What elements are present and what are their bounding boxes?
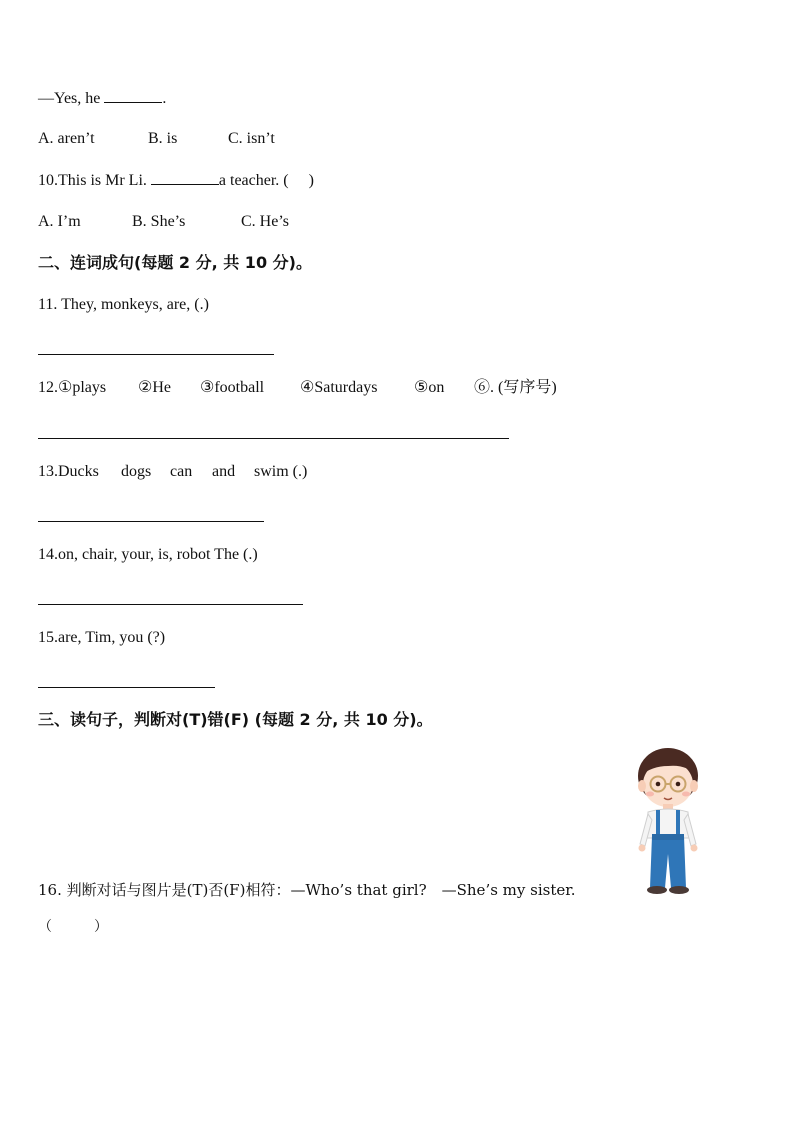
- q9-option-c[interactable]: C. isn’t: [228, 130, 275, 147]
- q9-tail: —Yes, he .: [38, 90, 167, 107]
- q9-option-a[interactable]: A. aren’t: [38, 130, 95, 147]
- q16: 16. 判断对话与图片是(T)否(F)相符：—Who’s that girl? —She’s my sister.: [38, 881, 576, 899]
- section3-heading: 三、读句子，判断对(T)错(F) (每题 2 分, 共 10 分)。: [38, 710, 433, 729]
- q13: 13.Ducks dogs can and swim (.): [38, 463, 308, 480]
- q14: 14.on, chair, your, is, robot The (.): [38, 546, 258, 563]
- q10: 10.This is Mr Li. a teacher. ( ): [38, 172, 314, 189]
- q16-answer-paren[interactable]: （ ）: [38, 920, 108, 935]
- q15: 15.are, Tim, you (?): [38, 629, 166, 646]
- q10-option-a[interactable]: A. I’m: [38, 213, 81, 230]
- q9-blank[interactable]: [104, 88, 162, 103]
- q13-answer-line[interactable]: [38, 521, 264, 522]
- q15-answer-line[interactable]: [38, 687, 215, 688]
- q10-option-b[interactable]: B. She’s: [132, 213, 186, 230]
- q10-option-c[interactable]: C. He’s: [241, 213, 289, 230]
- boy-illustration: [628, 746, 708, 896]
- q12-answer-line[interactable]: [38, 438, 509, 439]
- q12: 12.①plays ②He ③football ④Saturdays ⑤on ⑥. (写序号): [38, 379, 557, 396]
- q11-answer-line[interactable]: [38, 354, 274, 355]
- q11: 11. They, monkeys, are, (.): [38, 296, 209, 313]
- q14-answer-line[interactable]: [38, 604, 303, 605]
- q10-options: [38, 212, 289, 232]
- section2-heading: 二、连词成句(每题 2 分, 共 10 分)。: [38, 253, 312, 272]
- q9-options: [38, 129, 275, 149]
- q10-blank[interactable]: [151, 170, 219, 185]
- q9-option-b[interactable]: B. is: [148, 130, 178, 147]
